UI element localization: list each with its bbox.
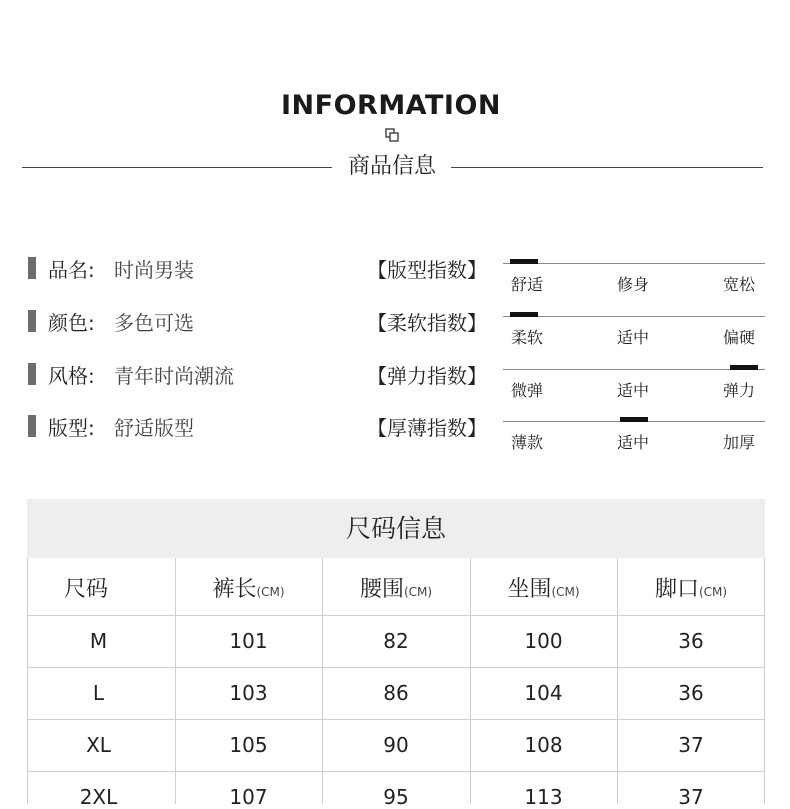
column-name: 坐围 xyxy=(507,577,552,602)
info-value: 青年时尚潮流 xyxy=(114,364,234,388)
scale-label: 舒适 xyxy=(511,275,544,294)
size-table xyxy=(27,558,765,809)
bullet-bar xyxy=(28,363,36,385)
table-cell: 90 xyxy=(383,733,409,757)
table-cell: 103 xyxy=(229,681,268,705)
table-cell: XL xyxy=(86,733,111,757)
page-title: INFORMATION xyxy=(280,90,501,121)
table-cell: 37 xyxy=(678,733,704,757)
index-name: 【版型指数】 xyxy=(367,258,487,282)
table-cell: 86 xyxy=(383,681,409,705)
size-table-title: 尺码信息 xyxy=(27,499,765,558)
info-label: 品名: xyxy=(48,258,95,282)
table-cell: 113 xyxy=(524,785,563,809)
table-header-cell xyxy=(175,572,322,603)
scale-label: 薄款 xyxy=(511,433,544,452)
scale-label: 加厚 xyxy=(723,433,756,452)
bullet-bar xyxy=(28,257,36,279)
table-header-cell xyxy=(322,572,470,603)
scale-label: 宽松 xyxy=(723,275,756,294)
scale-marker xyxy=(620,417,648,422)
scale-label: 适中 xyxy=(617,328,650,347)
scale-line xyxy=(503,316,765,317)
unit-label: (CM) xyxy=(403,585,433,599)
column-name: 裤长 xyxy=(212,577,257,602)
scale-label: 适中 xyxy=(617,433,650,452)
info-row xyxy=(0,355,790,400)
section-subtitle: 商品信息 xyxy=(347,154,436,179)
unit-label: (CM) xyxy=(698,585,728,599)
table-row-divider xyxy=(27,667,765,668)
scale-label: 适中 xyxy=(617,381,650,400)
info-value: 舒适版型 xyxy=(114,416,194,440)
divider-left xyxy=(22,167,332,168)
bullet-bar xyxy=(28,310,36,332)
table-cell: 104 xyxy=(524,681,563,705)
info-row xyxy=(0,407,790,452)
info-label: 风格: xyxy=(48,364,95,388)
info-row xyxy=(0,302,790,347)
scale-label: 柔软 xyxy=(511,328,544,347)
table-cell: 105 xyxy=(229,733,268,757)
table-cell: 100 xyxy=(524,629,563,653)
table-header-cell xyxy=(470,572,617,603)
info-value: 时尚男装 xyxy=(114,258,194,282)
table-cell: 37 xyxy=(678,785,704,809)
unit-label: (CM) xyxy=(256,585,285,599)
table-cell: 107 xyxy=(229,785,268,809)
table-cell: 95 xyxy=(383,785,409,809)
scale-marker xyxy=(510,312,538,317)
unit-label: (CM) xyxy=(551,585,580,599)
bullet-bar xyxy=(28,415,36,437)
table-cell: M xyxy=(89,629,108,653)
table-header-cell: 尺码 xyxy=(64,577,109,602)
info-label: 颜色: xyxy=(48,311,95,335)
table-cell: 101 xyxy=(229,629,268,653)
scale-line xyxy=(503,263,765,264)
table-row-divider xyxy=(27,719,765,720)
info-value: 多色可选 xyxy=(114,311,194,335)
divider-right xyxy=(451,167,763,168)
table-cell: L xyxy=(92,681,105,705)
table-cell: 2XL xyxy=(79,785,118,809)
column-name: 腰围 xyxy=(359,577,404,602)
index-name: 【厚薄指数】 xyxy=(367,416,487,440)
info-label: 版型: xyxy=(48,416,95,440)
scale-marker xyxy=(730,365,758,370)
column-name: 脚口 xyxy=(654,577,699,602)
table-cell: 36 xyxy=(678,681,704,705)
scale-label: 偏硬 xyxy=(723,328,756,347)
scale-marker xyxy=(510,259,538,264)
table-cell: 108 xyxy=(524,733,563,757)
table-row-divider xyxy=(27,771,765,772)
scale-label: 弹力 xyxy=(723,381,756,400)
table-cell: 36 xyxy=(678,629,704,653)
scale-label: 微弹 xyxy=(511,381,544,400)
table-header-cell xyxy=(617,572,765,603)
squares-icon xyxy=(385,128,399,142)
table-row-divider xyxy=(27,615,765,616)
info-row xyxy=(0,249,790,294)
scale-line xyxy=(503,369,765,370)
index-name: 【柔软指数】 xyxy=(367,311,487,335)
table-cell: 82 xyxy=(383,629,409,653)
scale-label: 修身 xyxy=(617,275,650,294)
index-name: 【弹力指数】 xyxy=(367,364,487,388)
